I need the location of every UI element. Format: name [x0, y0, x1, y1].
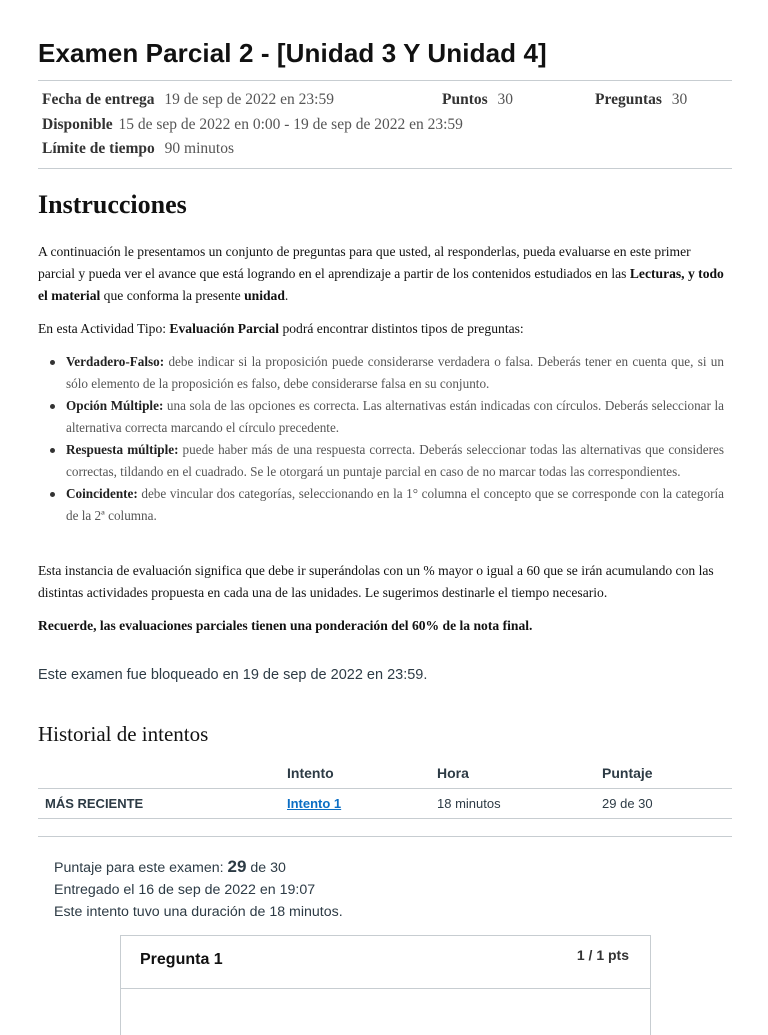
available-label: Disponible — [42, 116, 113, 133]
points — [442, 91, 513, 109]
due-date-label: Fecha de entrega — [42, 91, 155, 108]
submitted-date: Entregado el 16 de sep de 2022 en 19:07 — [54, 882, 316, 898]
attempt-score-of: de 30 — [620, 796, 653, 811]
intro-text: A continuación le presentamos un conjunto de preguntas para que usted, al responderlas, pueda evaluarse en este primer parcial y pueda ver el avance que está logrando en el aprendizaje a partir de los contenidos estudiados en las — [38, 244, 691, 281]
attempt-row-label: MÁS RECIENTE — [45, 796, 144, 811]
column-header-score: Puntaje — [602, 758, 732, 789]
types-bold-text: Evaluación Parcial — [169, 321, 280, 336]
questions — [595, 91, 687, 109]
question-header — [121, 936, 650, 989]
list-item — [66, 395, 724, 439]
time-limit — [42, 140, 234, 158]
list-item-text: puede haber más de una respuesta correcta. Deberás seleccionar todas las alternativas que consideres correctas, tildando en el cuadrado. Se le otorgará un puntaje parcial en caso de no marcar todas las correspondientes. — [66, 442, 724, 479]
instructions-heading: Instrucciones — [38, 190, 187, 219]
list-item-term: Respuesta múltiple: — [66, 442, 179, 457]
attempt-time: 18 minutos — [437, 796, 501, 811]
locked-message: Este examen fue bloqueado en 19 de sep de 2022 en 23:59. — [38, 667, 428, 683]
time-limit-label: Límite de tiempo — [42, 140, 155, 157]
reminder-text: Recuerde, las evaluaciones parciales tienen una ponderación del 60% de la nota final. — [38, 618, 533, 633]
intro-bold-text: unidad — [244, 288, 285, 303]
instance-text: Esta instancia de evaluación significa que debe ir superándolas con un % mayor o igual a 60 que se irán acumulando con las distintas actividades propuesta en cada una de las unidades. Le sugerimos destinarle el tiempo necesario. — [38, 563, 714, 600]
attempt-history-table — [38, 758, 732, 819]
score-value: 29 — [227, 857, 247, 876]
page-title: Examen Parcial 2 - [Unidad 3 Y Unidad 4] — [38, 38, 547, 68]
intro-bold-text: Lecturas, y todo el material — [38, 266, 724, 303]
attempt-score: 29 — [602, 796, 617, 811]
question-types-list — [38, 351, 724, 527]
question-card — [120, 935, 651, 1035]
available — [42, 116, 463, 134]
time-limit-value: 90 minutos — [164, 140, 234, 157]
list-item — [66, 483, 724, 527]
attempt-link[interactable]: Intento 1 — [287, 796, 342, 811]
list-item-text: una sola de las opciones es correcta. Las alternativas están indicadas con círculos. Deberás seleccionar la alternativa correcta marcando el círculo precedente. — [66, 398, 724, 435]
list-item-text: debe vincular dos categorías, seleccionando en la 1° columna el concepto que se corresponde con la categoría de la 2ª columna. — [66, 486, 724, 523]
history-heading: Historial de intentos — [38, 722, 209, 746]
instructions-intro — [38, 241, 728, 307]
due-date-value: 19 de sep de 2022 en 23:59 — [164, 91, 334, 108]
list-item-text: debe indicar si la proposición puede considerarse verdadera o falsa. Deberás tener en cuenta que, si un sólo elemento de la proposición es falso, debe considerarse falsa en su conjunto. — [66, 354, 724, 391]
question-title: Pregunta 1 — [140, 951, 223, 968]
types-text: podrá encontrar distintos tipos de preguntas: — [279, 321, 524, 336]
question-types-intro — [38, 318, 728, 340]
attempt-duration: Este intento tuvo una duración de 18 minutos. — [54, 904, 343, 920]
list-item — [66, 351, 724, 395]
score-label: Puntaje para este examen: — [54, 860, 228, 876]
list-item-term: Coincidente: — [66, 486, 138, 501]
list-item-term: Verdadero-Falso: — [66, 354, 165, 369]
exam-score — [54, 857, 286, 877]
table-row — [38, 789, 732, 819]
list-item-term: Opción Múltiple: — [66, 398, 164, 413]
points-label: Puntos — [442, 91, 488, 108]
divider — [38, 836, 732, 837]
list-item — [66, 439, 724, 483]
questions-label: Preguntas — [595, 91, 662, 108]
available-value: 15 de sep de 2022 en 0:00 - 19 de sep de 2022 en 23:59 — [118, 116, 463, 133]
divider — [38, 80, 732, 81]
types-text: En esta Actividad Tipo: — [38, 321, 170, 336]
intro-text: que conforma la presente — [100, 288, 245, 303]
question-points: 1 / 1 pts — [576, 947, 629, 963]
questions-value: 30 — [671, 91, 688, 108]
intro-text: . — [284, 288, 289, 303]
points-value: 30 — [497, 91, 514, 108]
score-of: de 30 — [246, 860, 286, 876]
due-date — [42, 91, 334, 109]
column-header-attempt: Intento — [287, 758, 437, 789]
table-header-row — [38, 758, 732, 789]
divider — [38, 168, 732, 169]
column-header — [38, 758, 287, 789]
column-header-time: Hora — [437, 758, 602, 789]
